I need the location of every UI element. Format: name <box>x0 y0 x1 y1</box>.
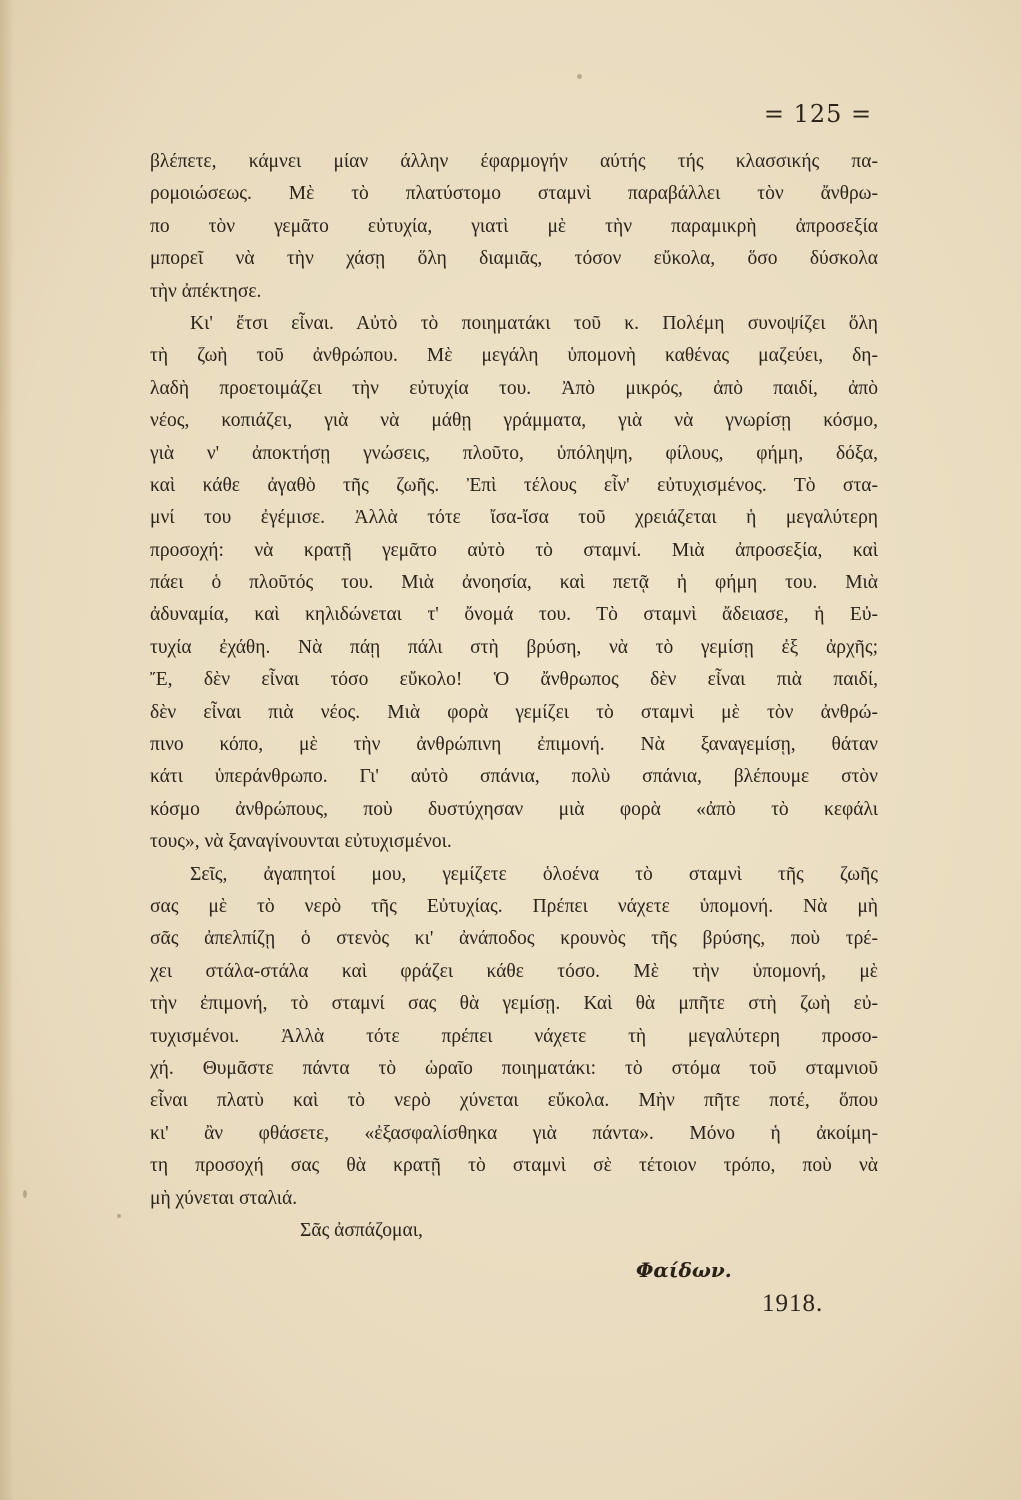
text-line: ἀδυναμία, καὶ κηλιδώνεται τ' ὄνομά του. Τὸ σταμνὶ ἄδειασε, ἡ Εὐ- <box>150 604 878 626</box>
paragraph-1 <box>150 146 878 308</box>
closing-salutation: Σᾶς ἀσπάζομαι, <box>300 1220 423 1241</box>
text-line: τὴν ἀπέκτησε. <box>150 280 262 302</box>
text-line: βλέπετε, κάμνει μίαν άλλην έφαρμογήν αύτής τής κλασσικής πα- <box>150 151 878 172</box>
text-line: πάει ὁ πλοῦτός του. Μιὰ ἀνοησία, καὶ πετᾷ ἡ φήμη του. Μιὰ <box>150 572 878 594</box>
signature: Φαίδων. <box>636 1258 732 1282</box>
paper-speck <box>577 74 582 79</box>
text-line: τὴ ζωὴ τοῦ ἀνθρώπου. Μὲ μεγάλη ὑπομονὴ καθένας μαζεύει, δη- <box>150 345 878 367</box>
text-line: προσοχή: νὰ κρατῇ γεμᾶτο αὐτὸ τὸ σταμνί. Μιὰ ἀπροσεξία, καὶ <box>150 539 878 561</box>
year: 1918. <box>762 1290 824 1317</box>
text-line: τυχισμένοι. Ἀλλὰ τότε πρέπει νάχετε τὴ μεγαλύτερη προσο- <box>150 1025 878 1047</box>
text-line: τὴν ἐπιμονή, τὸ σταμνί σας θὰ γεμίσῃ. Καὶ θὰ μπῆτε στὴ ζωὴ εὐ- <box>150 993 878 1015</box>
text-line: Κι' ἔτσι εἶναι. Αὐτὸ τὸ ποιηματάκι τοῦ κ. Πολέμη συνοψίζει ὅλη <box>190 312 878 334</box>
text-line: μνί του ἐγέμισε. Ἀλλὰ τότε ἴσα-ἴσα τοῦ χρειάζεται ἡ μεγαλύτερη <box>150 507 878 529</box>
page-spine-shadow <box>0 0 14 1500</box>
text-line: κόσμο ἀνθρώπους, ποὺ δυστύχησαν μιὰ φορὰ «ἀπὸ τὸ κεφάλι <box>150 798 878 820</box>
text-line: τη προσοχή σας θὰ κρατῇ τὸ σταμνὶ σὲ τέτοιον τρόπο, ποὺ νὰ <box>150 1155 878 1177</box>
text-line: κι' ἂν φθάσετε, «ἐξασφαλίσθηκα γιὰ πάντα». Μόνο ἡ ἀκοίμη- <box>150 1122 878 1144</box>
paper-speck <box>23 1190 27 1198</box>
text-line: καὶ κάθε ἀγαθὸ τῆς ζωῆς. Ἐπὶ τέλους εἶν' εὐτυχισμένος. Τὸ στα- <box>150 474 878 496</box>
text-line: σας μὲ τὸ νερὸ τῆς Εὐτυχίας. Πρέπει νάχετε ὑπομονή. Νὰ μὴ <box>150 895 878 917</box>
text-line: κάτι ὑπεράνθρωπο. Γι' αὐτὸ σπάνια, πολὺ σπάνια, βλέπουμε στὸν <box>150 766 878 788</box>
text-line: λαδὴ προετοιμάζει τὴν εὐτυχία του. Ἀπὸ μικρός, ἀπὸ παιδί, ἀπὸ <box>150 377 878 399</box>
page-number: = 125 = <box>763 100 873 128</box>
text-line: μπορεῖ νὰ τὴν χάσῃ ὅλη διαμιᾶς, τόσον εὔκολα, ὅσο δύσκολα <box>150 248 878 270</box>
text-line: Ἔ, δὲν εἶναι τόσο εὔκολο! Ὁ ἄνθρωπος δὲν εἶναι πιὰ παιδί, <box>150 669 878 691</box>
text-line: χή. Θυμᾶστε πάντα τὸ ὡραῖο ποιηματάκι: τὸ στόμα τοῦ σταμνιοῦ <box>150 1057 878 1079</box>
text-line: ρομοιώσεως. Μὲ τὸ πλατύστομο σταμνὶ παραβάλλει τὸν ἄνθρω- <box>150 183 878 205</box>
text-line: μὴ χύνεται σταλιά. <box>150 1187 298 1209</box>
text-line: νέος, κοπιάζει, γιὰ νὰ μάθῃ γράμματα, γιὰ νὰ γνωρίσῃ κόσμο, <box>150 410 878 432</box>
paper-speck <box>117 1214 121 1218</box>
text-line: δὲν εἶναι πιὰ νέος. Μιὰ φορὰ γεμίζει τὸ σταμνὶ μὲ τὸν ἀνθρώ- <box>150 701 878 723</box>
text-line: τους», νὰ ξαναγίνουνται εὐτυχισμένοι. <box>150 831 452 853</box>
text-line: εἶναι πλατὺ καὶ τὸ νερὸ χύνεται εὔκολα. Μὴν πῆτε ποτέ, ὅπου <box>150 1090 878 1112</box>
text-line: πινο κόπο, μὲ τὴν ἀνθρώπινη ἐπιμονή. Νὰ ξαναγεμίσῃ, θάταν <box>150 734 878 756</box>
body-text <box>150 146 878 1215</box>
text-line: πο τὸν γεμᾶτο εὐτυχία, γιατὶ μὲ τὴν παραμικρὴ ἀπροσεξία <box>150 215 878 237</box>
text-line: Σεῖς, ἀγαπητοί μου, γεμίζετε ὁλοένα τὸ σταμνὶ τῆς ζωῆς <box>190 863 878 885</box>
text-line: χει στάλα-στάλα καὶ φράζει κάθε τόσο. Μὲ τὴν ὑπομονή, μὲ <box>150 960 878 982</box>
paragraph-3 <box>150 859 878 1215</box>
text-line: γιὰ ν' ἀποκτήσῃ γνώσεις, πλοῦτο, ὑπόληψη, φίλους, φήμη, δόξα, <box>150 442 878 464</box>
text-line: τυχία ἐχάθη. Νὰ πάῃ πάλι στὴ βρύση, νὰ τὸ γεμίσῃ ἐξ ἀρχῆς; <box>150 636 878 658</box>
text-line: σᾶς ἀπελπίζῃ ὁ στενὸς κι' ἀνάποδος κρουνὸς τῆς βρύσης, ποὺ τρέ- <box>150 928 878 950</box>
paragraph-2 <box>150 308 878 859</box>
